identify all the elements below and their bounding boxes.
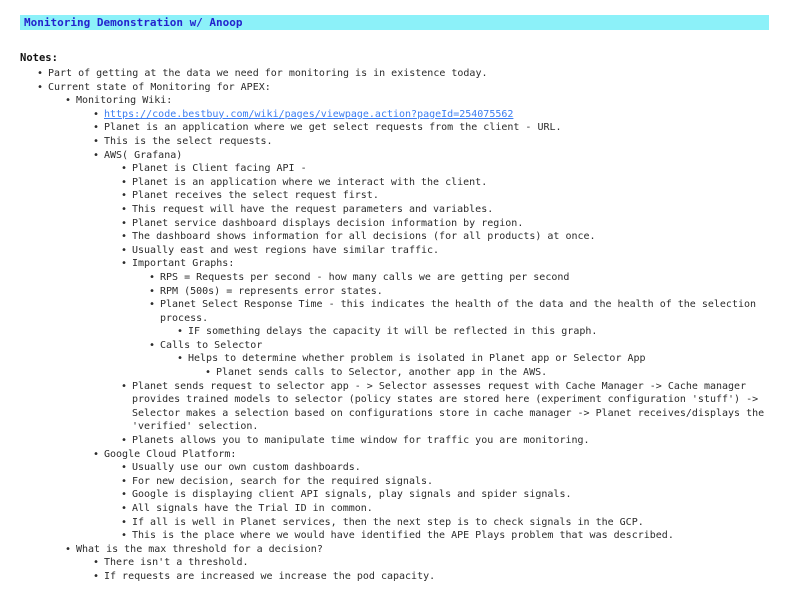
note-item [132, 529, 791, 543]
note-text: Google Cloud Platform: [104, 448, 237, 460]
note-text: Planet is an application where we get select requests from the client - URL. [104, 122, 562, 134]
note-sublist [160, 352, 791, 379]
note-text: Planet is an application where we interact with the client. [132, 176, 488, 188]
note-text: If requests are increased we increase the pod capacity. [104, 570, 436, 582]
note-item [132, 516, 791, 530]
note-item [160, 271, 791, 285]
notes-outline [20, 67, 791, 584]
note-text: There isn't a threshold. [104, 557, 249, 569]
note-item [160, 339, 791, 380]
note-item [132, 217, 791, 231]
note-text: Planet Select Response Time - this indicates the health of the data and the health of the selection process. [160, 299, 757, 324]
note-text: Planet sends calls to Selector, another app in the AWS. [216, 367, 548, 379]
note-text: Monitoring Wiki: [76, 95, 173, 107]
note-text: Important Graphs: [132, 258, 235, 270]
note-item [132, 475, 791, 489]
note-sublist [160, 325, 791, 339]
page-title: Monitoring Demonstration w/ Anoop [20, 15, 769, 30]
note-item [104, 448, 791, 543]
note-item [132, 257, 791, 379]
note-text: AWS( Grafana) [104, 149, 183, 161]
note-item [104, 149, 791, 448]
note-text: Planets allows you to manipulate time window for traffic you are monitoring. [132, 435, 590, 447]
note-text: Planet receives the select request first. [132, 190, 379, 202]
note-sublist [76, 108, 791, 543]
note-text: If all is well in Planet services, then the next step is to check signals in the GCP. [132, 516, 644, 528]
note-text: RPS = Requests per second - how many calls we are getting per second [160, 271, 570, 283]
note-sublist [188, 366, 791, 380]
note-text: IF something delays the capacity it will be reflected in this graph. [188, 326, 598, 338]
note-sublist [104, 461, 791, 543]
note-text: Google is displaying client API signals, play signals and spider signals. [132, 489, 572, 501]
note-text: Usually use our own custom dashboards. [132, 462, 361, 474]
note-text: What is the max threshold for a decision? [76, 543, 323, 555]
note-item [160, 298, 791, 339]
note-item [132, 176, 791, 190]
note-item [160, 285, 791, 299]
note-text: All signals have the Trial ID in common. [132, 503, 373, 514]
note-item [188, 352, 791, 379]
note-item [76, 94, 791, 543]
note-text: Planet sends request to selector app - > Selector assesses request with Cache Manager -> Cache manager provides trained models to selector (policy states are stored here (experiment configuration 'stuff') -> Selector makes a selection based on configurations store in cache manager -> Planet receives/displays the 'verified' selection. [132, 380, 765, 433]
note-item [132, 461, 791, 475]
note-sublist [48, 94, 791, 583]
note-text: For new decision, search for the required signals. [132, 475, 434, 487]
note-item [132, 203, 791, 217]
note-item [188, 325, 791, 339]
note-item [76, 543, 791, 584]
note-sublist [76, 556, 791, 583]
note-item [104, 135, 791, 149]
note-item [104, 556, 791, 570]
note-text: This is the select requests. [104, 135, 273, 147]
note-sublist [132, 271, 791, 380]
note-text: Planet service dashboard displays decision information by region. [132, 217, 524, 229]
note-item [132, 380, 791, 434]
note-item [48, 81, 791, 584]
note-item [132, 162, 791, 176]
note-item [104, 121, 791, 135]
note-item [48, 67, 791, 81]
note-text: Usually east and west regions have similar traffic. [132, 244, 440, 256]
note-item [216, 366, 791, 380]
note-text: RPM (500s) = represents error states. [160, 285, 383, 297]
note-text: Planet is Client facing API - [132, 163, 307, 175]
note-text: Calls to Selector [160, 339, 263, 351]
note-item [104, 570, 791, 584]
note-text: Part of getting at the data we need for monitoring is in existence today. [48, 68, 488, 79]
note-text: This is the place where we would have identified the APE Plays problem that was described. [132, 530, 674, 542]
note-item [132, 502, 791, 516]
note-text: Current state of Monitoring for APEX: [48, 81, 271, 93]
note-item [132, 434, 791, 448]
note-item [132, 189, 791, 203]
note-text: Helps to determine whether problem is isolated in Planet app or Selector App [188, 353, 646, 365]
note-item [132, 244, 791, 258]
note-text: The dashboard shows information for all decisions (for all products) at once. [132, 231, 596, 243]
note-item [104, 108, 791, 122]
note-item [132, 488, 791, 502]
note-text: This request will have the request parameters and variables. [132, 203, 494, 215]
wiki-link[interactable]: https://code.bestbuy.com/wiki/pages/viewpage.action?pageId=254075562 [104, 108, 514, 120]
note-item [132, 230, 791, 244]
note-sublist [104, 162, 791, 447]
notes-heading: Notes: [20, 52, 58, 64]
